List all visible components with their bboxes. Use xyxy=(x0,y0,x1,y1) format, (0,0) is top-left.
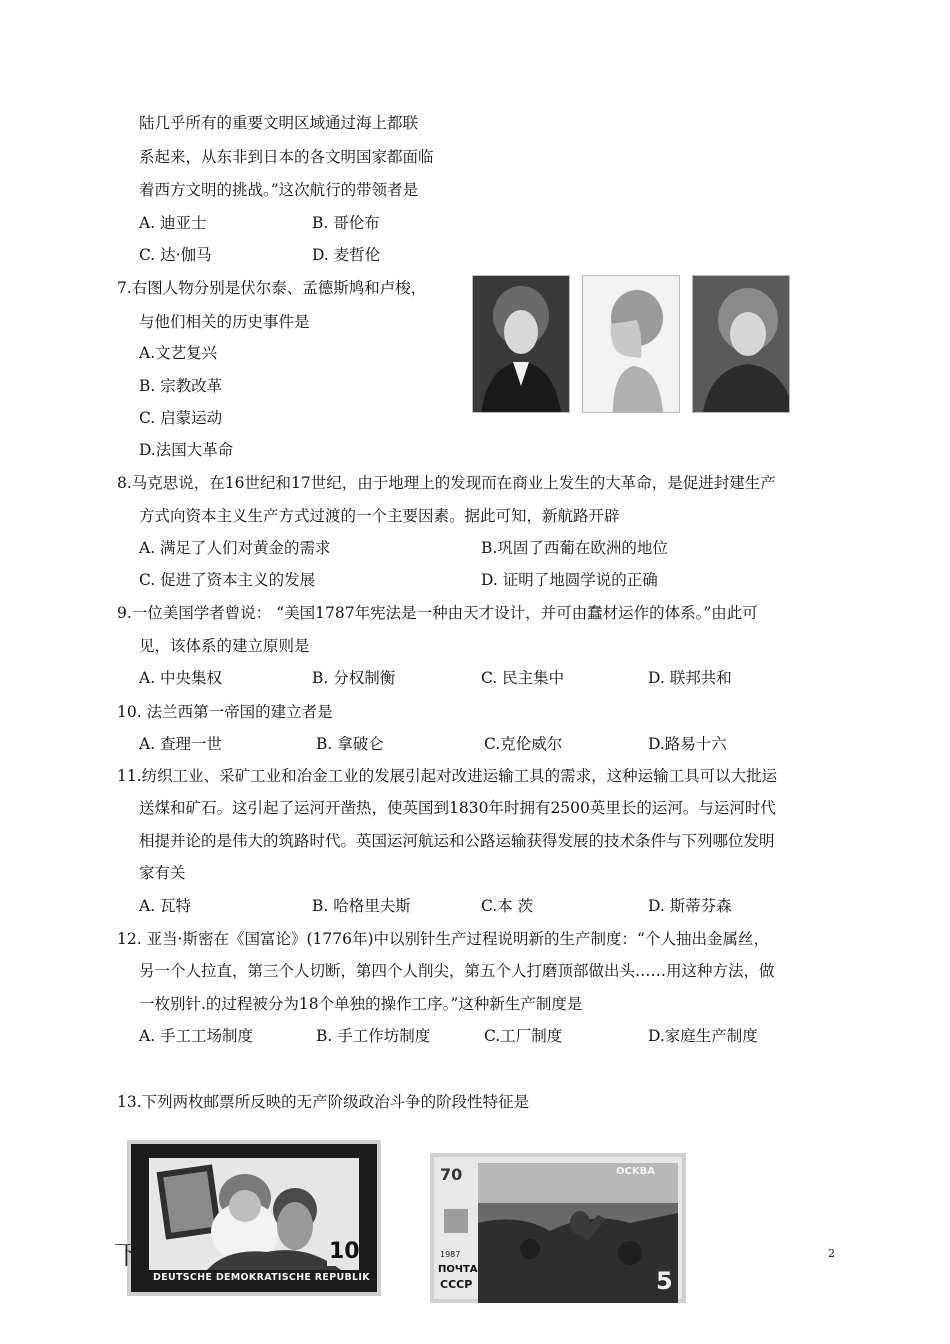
q6-line-2: 系起来，从东非到日本的各文明国家都面临 xyxy=(139,148,434,166)
q7-line-2: 与他们相关的历史事件是 xyxy=(139,313,310,331)
q9-option-b: B. 分权制衡 xyxy=(312,669,396,687)
voltaire-portrait xyxy=(472,275,570,413)
ussr-stamp-country: ПОЧТА xyxy=(438,1264,478,1275)
q9-option-d: D. 联邦共和 xyxy=(648,669,732,687)
q6-option-a: A. 迪亚士 xyxy=(139,214,207,232)
q6-option-d: D. 麦哲伦 xyxy=(312,246,381,264)
q8-line-1: 8.马克思说，在16世纪和17世纪，由于地理上的发现而在商业上发生的大革命，是促进封建生产 xyxy=(117,474,776,492)
q6-line-1: 陆几乎所有的重要文明区域通过海上都联 xyxy=(139,114,419,132)
q6-option-b: B. 哥伦布 xyxy=(312,214,380,232)
ussr-stamp xyxy=(430,1153,686,1303)
q12-line-3: 一枚别针.的过程被分为18个单独的操作工序。”这种新生产制度是 xyxy=(139,995,583,1013)
ddr-stamp-denomination: 10 xyxy=(329,1239,360,1264)
q11-option-d: D. 斯蒂芬森 xyxy=(648,897,732,915)
ussr-stamp-corner: OCKBA xyxy=(616,1166,655,1177)
q12-line-1: 12. 亚当·斯密在《国富论》(1776年)中以别针生产过程说明新的生产制度：“个人抽出金属丝， xyxy=(117,930,769,948)
q10-line-1: 10. 法兰西第一帝国的建立者是 xyxy=(117,703,333,721)
ussr-stamp-year: 1987 xyxy=(440,1250,461,1259)
q9-line-1: 9.一位美国学者曾说： “美国1787年宪法是一种由天才设计，并可由蠢材运作的体系。”由此可 xyxy=(117,604,758,622)
q9-option-c: C. 民主集中 xyxy=(481,669,565,687)
q13-line-1: 13.下列两枚邮票所反映的无产阶级政治斗争的阶段性特征是 xyxy=(117,1093,530,1111)
q12-line-2: 另一个人拉直，第三个人切断，第四个人削尖，第五个人打磨顶部做出头……用这种方法，做 xyxy=(139,962,775,980)
q7-line-1: 7.右图人物分别是伏尔泰、孟德斯鸠和卢梭， xyxy=(117,279,427,297)
ddr-stamp-caption: DEUTSCHE DEMOKRATISCHE REPUBLIK xyxy=(153,1272,370,1283)
ussr-stamp-country2: СССР xyxy=(440,1278,473,1291)
overlay-glyph: 下 xyxy=(114,1241,141,1271)
q8-line-2: 方式向资本主义生产方式过渡的一个主要因素。据此可知，新航路开辟 xyxy=(139,507,620,525)
q7-option-b: B. 宗教改革 xyxy=(139,377,223,395)
q11-option-b: B. 哈格里夫斯 xyxy=(312,897,411,915)
q10-option-d: D.路易十六 xyxy=(648,735,727,753)
q12-option-c: C.工厂制度 xyxy=(484,1027,563,1045)
q8-option-d: D. 证明了地圆学说的正确 xyxy=(481,571,658,589)
q9-option-a: A. 中央集权 xyxy=(139,669,223,687)
page-number: 2 xyxy=(828,1247,835,1260)
q10-option-b: B. 拿破仑 xyxy=(316,735,384,753)
q11-option-c: C.本 茨 xyxy=(481,897,534,915)
q11-line-2: 送煤和矿石。这引起了运河开凿热，使英国到1830年时拥有2500英里长的运河。与运河时代 xyxy=(139,799,776,817)
q7-option-a: A.文艺复兴 xyxy=(139,344,218,362)
q8-option-c: C. 促进了资本主义的发展 xyxy=(139,571,316,589)
q12-option-b: B. 手工作坊制度 xyxy=(316,1027,431,1045)
q7-option-c: C. 启蒙运动 xyxy=(139,409,223,427)
q11-line-3: 相提并论的是伟大的筑路时代。英国运河航运和公路运输获得发展的技术条件与下列哪位发明 xyxy=(139,832,775,850)
q6-option-c: C. 达·伽马 xyxy=(139,246,212,264)
ussr-stamp-top: 70 xyxy=(440,1165,463,1184)
q9-line-2: 见，该体系的建立原则是 xyxy=(139,637,310,655)
q11-line-4: 家有关 xyxy=(139,864,186,882)
rousseau-portrait xyxy=(692,275,790,413)
ussr-stamp-denomination: 5 xyxy=(656,1267,673,1295)
montesquieu-portrait xyxy=(582,275,680,413)
q7-option-d: D.法国大革命 xyxy=(139,441,234,459)
ddr-stamp xyxy=(127,1140,381,1296)
q10-option-a: A. 查理一世 xyxy=(139,735,223,753)
q11-line-1: 11.纺织工业、采矿工业和冶金工业的发展引起对改进运输工具的需求，这种运输工具可以大批运 xyxy=(117,767,778,785)
q8-option-a: A. 满足了人们对黄金的需求 xyxy=(139,539,331,557)
q8-option-b: B.巩固了西葡在欧洲的地位 xyxy=(481,539,668,557)
q6-line-3: 着西方文明的挑战。”这次航行的带领者是 xyxy=(139,181,419,199)
q12-option-a: A. 手工工场制度 xyxy=(139,1027,254,1045)
q10-option-c: C.克伦威尔 xyxy=(484,735,563,753)
q11-option-a: A. 瓦特 xyxy=(139,897,192,915)
q12-option-d: D.家庭生产制度 xyxy=(648,1027,758,1045)
